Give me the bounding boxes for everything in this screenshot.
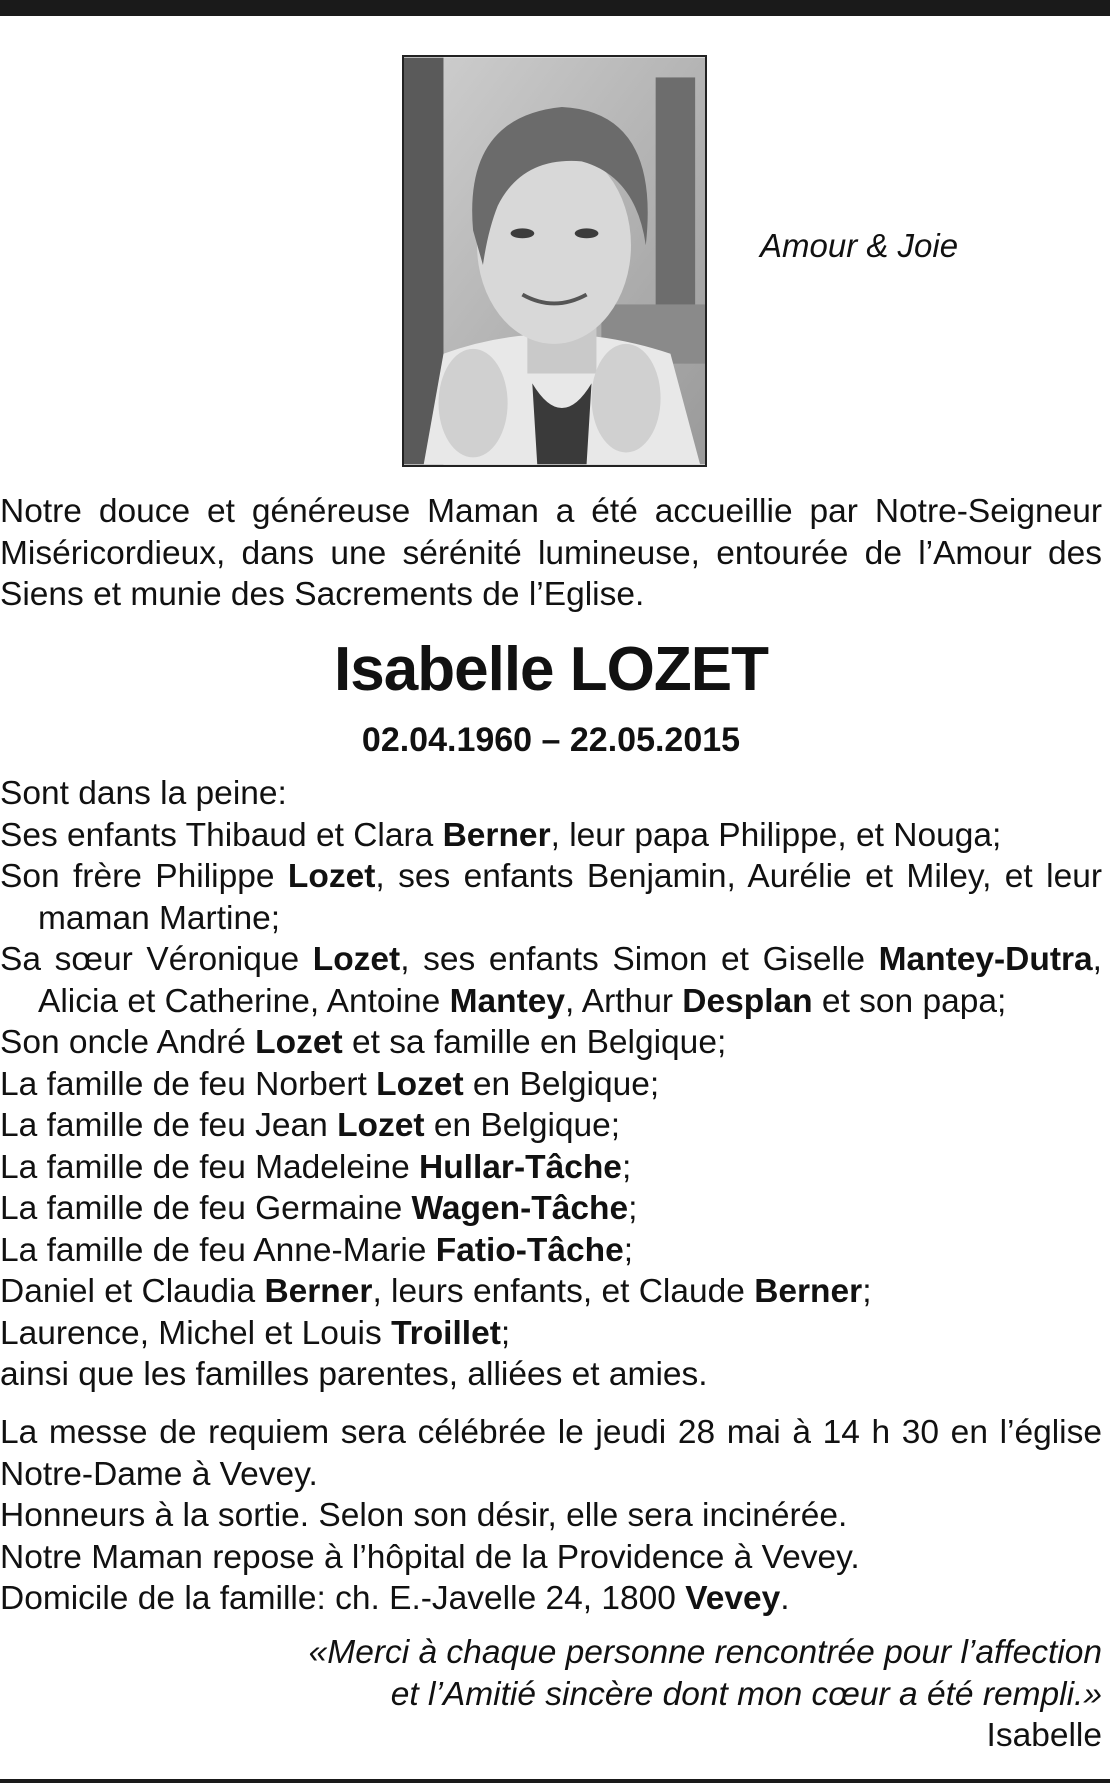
mourner-text: La famille de feu Madeleine xyxy=(0,1148,420,1186)
mourner-text: , Alicia et Catherine, Antoine xyxy=(38,941,1102,1020)
quote-line-1: «Merci à chaque personne rencontrée pour l’affection xyxy=(308,1634,1102,1671)
mourner-line xyxy=(0,1064,1102,1106)
family-surname: Troillet xyxy=(391,1314,501,1352)
mourner-text: , leurs enfants, et Claude xyxy=(372,1273,755,1310)
mourner-text: , leur papa Philippe, et Nouga; xyxy=(550,816,1002,854)
mourner-text: Laurence, Michel et Louis xyxy=(0,1314,392,1352)
rests-info: Notre Maman repose à l’hôpital de la Providence à Vevey. xyxy=(0,1538,860,1576)
mourner-text: ; xyxy=(500,1314,511,1352)
mourner-line xyxy=(0,1105,1102,1147)
quote-signature: Isabelle xyxy=(986,1717,1102,1754)
mourner-text: La famille de feu Anne-Marie xyxy=(0,1231,436,1269)
mourner-text: et son papa; xyxy=(812,982,1007,1020)
family-surname: Wagen-Tâche xyxy=(411,1190,629,1227)
mourner-text: ; xyxy=(621,1148,632,1186)
mourner-text: Sa sœur Véronique xyxy=(0,941,313,978)
top-rule xyxy=(0,0,1110,16)
family-surname: Berner xyxy=(442,816,551,854)
family-surname: Berner xyxy=(754,1273,863,1310)
family-surname: Lozet xyxy=(255,1024,343,1061)
family-surname: Lozet xyxy=(337,1107,425,1144)
domicile-address: Domicile de la famille: ch. E.-Javelle 24, 1800 xyxy=(0,1580,686,1617)
service-details xyxy=(0,1412,1102,1620)
mourner-line xyxy=(0,1354,1102,1396)
mourner-text: Daniel et Claudia xyxy=(0,1273,265,1310)
mourner-text: Ses enfants Thibaud et Clara xyxy=(0,816,443,854)
family-surname: Lozet xyxy=(312,941,401,978)
family-surname: Berner xyxy=(264,1273,373,1310)
mourner-line xyxy=(0,1188,1102,1230)
mourners-list xyxy=(0,773,1102,1396)
mourner-line xyxy=(0,939,1102,1022)
mourner-text: , ses enfants Simon et Giselle xyxy=(400,941,879,978)
bottom-rule xyxy=(0,1779,1110,1783)
quote-line-2: et l’Amitié sincère dont mon cœur a été rempli.» xyxy=(390,1675,1102,1713)
domicile-info xyxy=(0,1578,1102,1620)
family-surname: Mantey xyxy=(449,982,565,1020)
domicile-suffix: . xyxy=(780,1580,790,1617)
mourner-text: La famille de feu Norbert xyxy=(0,1065,377,1103)
mourner-text: en Belgique; xyxy=(463,1065,660,1103)
mourner-line xyxy=(0,1147,1102,1189)
mourner-text: Son oncle André xyxy=(0,1024,256,1061)
mourner-text: La famille de feu Germaine xyxy=(0,1190,412,1227)
life-dates: 02.04.1960 – 22.05.2015 xyxy=(361,721,741,759)
intro-paragraph xyxy=(0,491,1102,616)
mourner-line xyxy=(0,1230,1102,1272)
mourner-line xyxy=(0,1313,1102,1355)
mourner-line xyxy=(0,856,1102,939)
mourner-text: , ses enfants Benjamin, Aurélie et Miley, et leur maman Martine; xyxy=(38,858,1103,937)
closing-quote xyxy=(0,1632,1102,1757)
mourner-lines xyxy=(0,815,1102,1396)
family-surname: Mantey-Dutra xyxy=(878,941,1093,978)
mourner-text: , Arthur xyxy=(564,982,683,1020)
mourner-text: La famille de feu Jean xyxy=(0,1107,338,1144)
mourner-text: et sa famille en Belgique; xyxy=(342,1024,727,1061)
intro-text: Notre douce et généreuse Maman a été accueillie par Notre-Seigneur Miséricordieux, dans une sérénité lumineuse, entourée de l’Amour des Siens et munie des Sacrements de l’Eglise. xyxy=(0,493,1102,613)
family-surname: Desplan xyxy=(682,982,813,1020)
portrait-photo xyxy=(402,55,707,467)
mourner-line xyxy=(0,815,1102,857)
deceased-name: Isabelle LOZET xyxy=(334,635,768,704)
family-surname: Lozet xyxy=(287,858,376,895)
mass-info: La messe de requiem sera célébrée le jeudi 28 mai à 14 h 30 en l’église Notre-Dame à Vevey. xyxy=(0,1414,1102,1493)
mourner-text: ainsi que les familles parentes, alliées et amies. xyxy=(0,1356,708,1393)
mourner-line xyxy=(0,1022,1102,1064)
domicile-city: Vevey xyxy=(685,1580,781,1617)
family-surname: Hullar-Tâche xyxy=(419,1148,622,1186)
mourner-line xyxy=(0,1271,1102,1313)
mourner-text: Son frère Philippe xyxy=(0,858,288,895)
mourners-heading: Sont dans la peine: xyxy=(0,775,287,812)
family-surname: Fatio-Tâche xyxy=(435,1231,624,1269)
mourner-text: ; xyxy=(628,1190,638,1227)
mourner-text: ; xyxy=(623,1231,634,1269)
motto: Amour & Joie xyxy=(760,227,959,264)
mourner-text: en Belgique; xyxy=(424,1107,621,1144)
family-surname: Lozet xyxy=(376,1065,464,1103)
mourner-text: ; xyxy=(862,1273,872,1310)
honors-info: Honneurs à la sortie. Selon son désir, elle sera incinérée. xyxy=(0,1497,848,1534)
